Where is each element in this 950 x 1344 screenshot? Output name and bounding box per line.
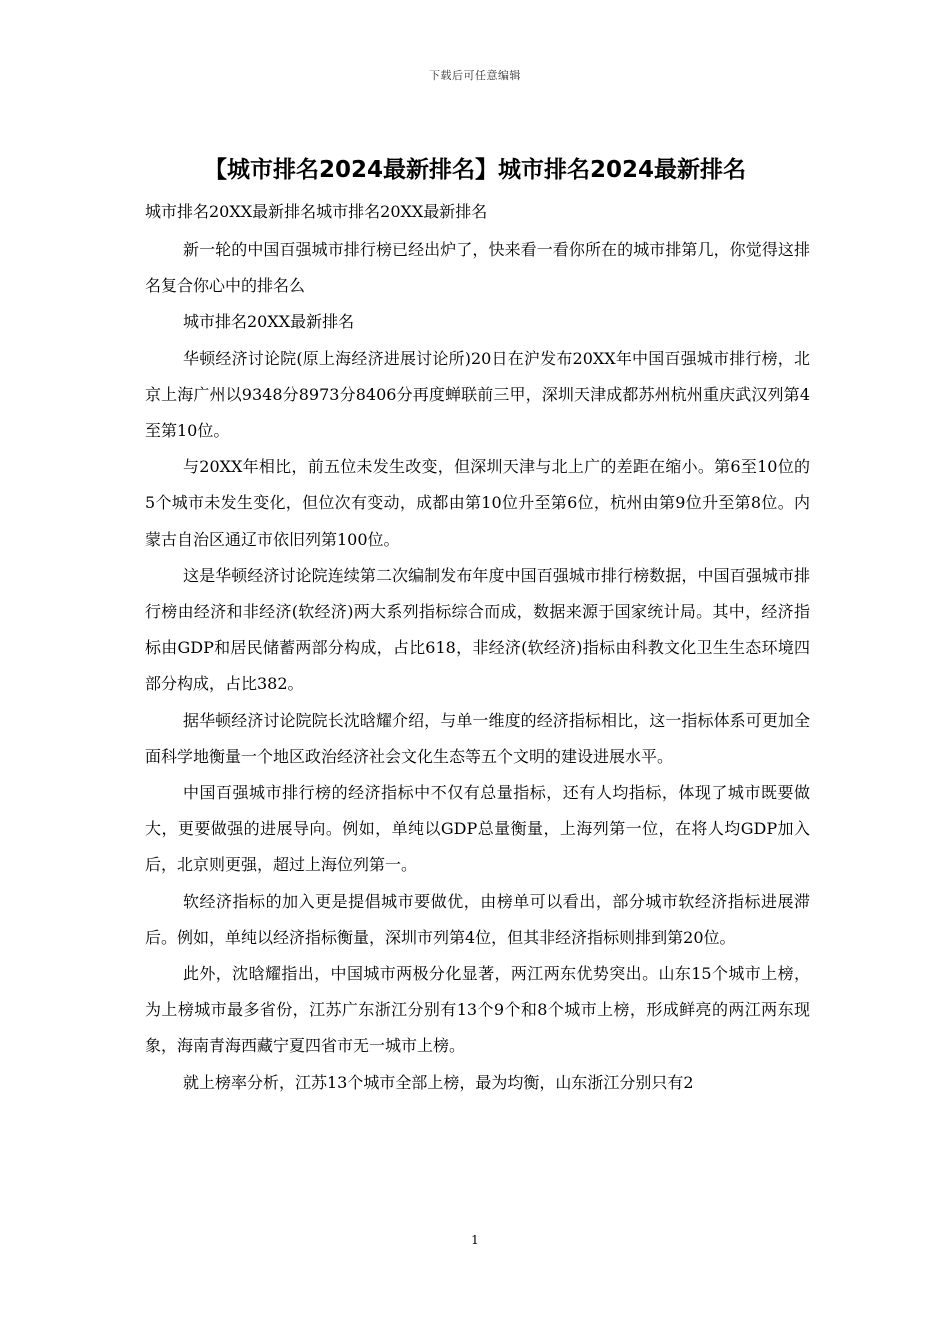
paragraph: 华顿经济讨论院(原上海经济进展讨论所)20日在沪发布20XX年中国百强城市排行榜，北京上海广州以9348分8973分8406分再度蝉联前三甲，深圳天津成都苏州杭州重庆武汉列第4至第10位。 <box>145 348 810 441</box>
document-subtitle: 城市排名20XX最新排名城市排名20XX最新排名 <box>145 202 488 221</box>
paragraph: 软经济指标的加入更是提倡城市要做优，由榜单可以看出，部分城市软经济指标进展滞后。例如，单纯以经济指标衡量，深圳市列第4位，但其非经济指标则排到第20位。 <box>145 891 810 947</box>
paragraph: 新一轮的中国百强城市排行榜已经出炉了，快来看一看你所在的城市排第几，你觉得这排名复合你心中的排名么 <box>145 240 810 296</box>
paragraph: 此外，沈晗耀指出，中国城市两极分化显著，两江两东优势突出。山东15个城市上榜，为上榜城市最多省份，江苏广东浙江分别有13个9个和8个城市上榜，形成鲜亮的两江两东现象，海南青海西藏宁夏四省市无一城市上榜。 <box>145 964 810 1056</box>
paragraph: 就上榜率分析，江苏13个城市全部上榜，最为均衡，山东浙江分别只有2 <box>183 1072 694 1092</box>
document-body <box>145 196 810 1101</box>
paragraph: 与20XX年相比，前五位未发生改变，但深圳天津与北上广的差距在缩小。第6至10位的5个城市未发生变化，但位次有变动，成都由第10位升至第6位，杭州由第9位升至第8位。内蒙古自治区通辽市依旧列第100位。 <box>145 457 810 549</box>
header-note: 下载后可任意编辑 <box>429 69 521 82</box>
paragraph: 中国百强城市排行榜的经济指标中不仅有总量指标，还有人均指标，体现了城市既要做大，更要做强的进展导向。例如，单纯以GDP总量衡量，上海列第一位，在将人均GDP加入后，北京则更强，超过上海位列第一。 <box>145 783 810 875</box>
paragraph: 城市排名20XX最新排名 <box>183 312 355 332</box>
paragraph: 据华顿经济讨论院院长沈晗耀介绍，与单一维度的经济指标相比，这一指标体系可更加全面科学地衡量一个地区政治经济社会文化生态等五个文明的建设进展水平。 <box>145 710 810 766</box>
document-title: 【城市排名2024最新排名】城市排名2024最新排名 <box>203 157 747 183</box>
page-number: 1 <box>471 1233 479 1247</box>
paragraph: 这是华顿经济讨论院连续第二次编制发布年度中国百强城市排行榜数据，中国百强城市排行榜由经济和非经济(软经济)两大系列指标综合而成，数据来源于国家统计局。其中，经济指标由GDP和居民储蓄两部分构成，占比618，非经济(软经济)指标由科教文化卫生生态环境四部分构成，占比382。 <box>145 565 810 694</box>
